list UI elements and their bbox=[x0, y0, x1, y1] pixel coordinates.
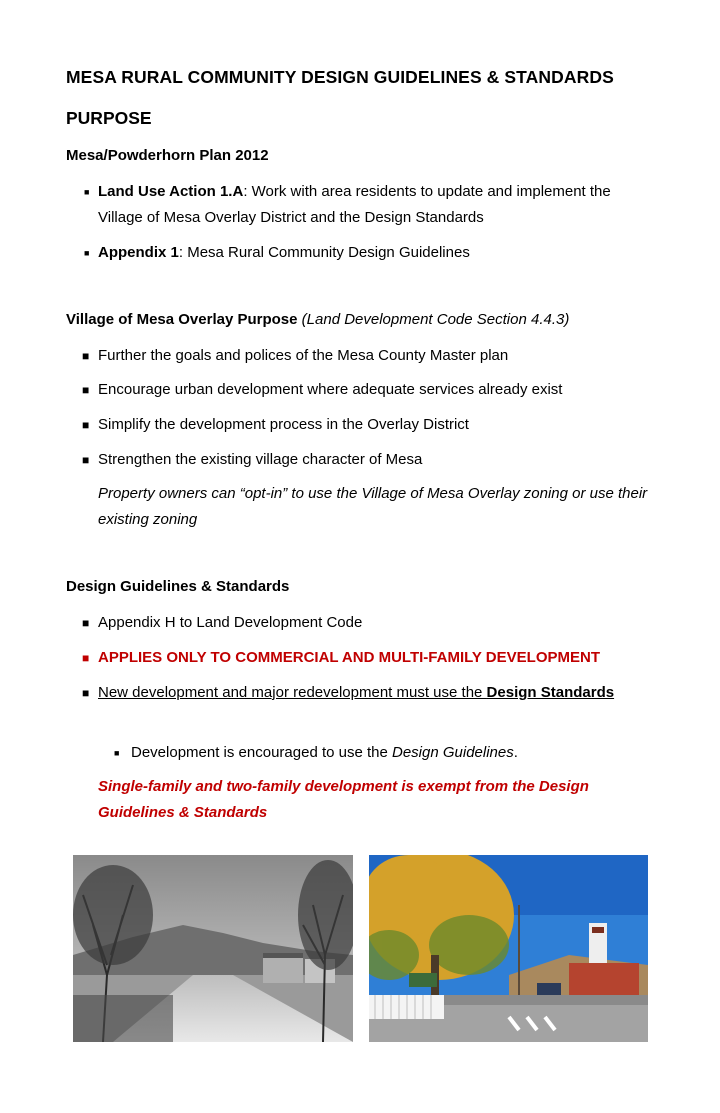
modern-street-photo bbox=[369, 855, 648, 1042]
overlay-heading: Village of Mesa Overlay Purpose (Land Development Code Section 4.4.3) bbox=[66, 311, 570, 328]
plan-item-text: Mesa Rural Community Design Guidelines bbox=[187, 244, 470, 261]
plan-item-label: Appendix 1 bbox=[98, 244, 179, 261]
plan-heading: Mesa/Powderhorn Plan 2012 bbox=[66, 147, 269, 164]
design-heading: Design Guidelines & Standards bbox=[66, 578, 290, 595]
square-bullet-icon: ■ bbox=[82, 453, 90, 467]
square-bullet-icon: ■ bbox=[84, 248, 90, 258]
overlay-note: Property owners can “opt-in” to use the Village of Mesa Overlay zoning or use their existing zoning bbox=[98, 485, 648, 528]
historic-street-photo-image bbox=[73, 855, 353, 1042]
square-bullet-icon: ■ bbox=[82, 383, 90, 397]
square-bullet-icon: ■ bbox=[82, 418, 90, 432]
document-page: MESA RURAL COMMUNITY DESIGN GUIDELINES & STANDARDS PURPOSE Mesa/Powderhorn Plan 2012 ■ Land Use Action 1.A: Work with area residents to update and implement the Village of Mesa Overlay District and the Design Standards ■ Appendix 1: Mesa Rural Community Design Guidelines Village of Mesa Overlay Purpose (Land Development Code Section 4.4.3) ■ Further the goals and polices of the Mesa County Master plan ■ Encourage urban development where adequate services already exist ■ Simplify the development process in the Overlay District ■ Strengthen the existing village character of Mesa Property owners can “opt-in” to use the Village of Mesa Overlay zoning or use their existing zoning Design Guidelines & Standards ■ Appendix H to Land Development Code ■ APPLIES ONLY TO COMMERCIAL AND MULTI-FAMILY DEVELOPMENT ■ New development and major redevelopment must use the Design Standards ■ Development is encouraged to use the Design Guidelines. Single-family and two-family development is exempt from the Design Guidelines & Standards bbox=[0, 0, 720, 1113]
modern-street-photo-image bbox=[369, 855, 648, 1042]
applies-only-notice: APPLIES ONLY TO COMMERCIAL AND MULTI-FAMILY DEVELOPMENT bbox=[98, 649, 600, 666]
square-bullet-icon: ■ bbox=[82, 686, 90, 700]
historic-street-photo bbox=[73, 855, 353, 1042]
plan-item-label: Land Use Action 1.A bbox=[98, 183, 244, 200]
square-bullet-icon: ■ bbox=[82, 616, 90, 630]
document-title: MESA RURAL COMMUNITY DESIGN GUIDELINES & STANDARDS bbox=[66, 67, 614, 87]
exempt-note: Single-family and two-family development is exempt from the Design Guidelines & Standards bbox=[98, 778, 589, 821]
plan-item-text: Work with area residents to update and implement the Village of Mesa Overlay District and the Design Standards bbox=[98, 183, 611, 226]
square-bullet-icon: ■ bbox=[82, 651, 90, 665]
overlay-heading-ref: (Land Development Code Section 4.4.3) bbox=[301, 311, 570, 328]
purpose-heading: PURPOSE bbox=[66, 108, 152, 128]
square-bullet-icon: ■ bbox=[82, 349, 90, 363]
square-bullet-icon: ■ bbox=[114, 748, 120, 758]
square-bullet-icon: ■ bbox=[84, 187, 90, 197]
